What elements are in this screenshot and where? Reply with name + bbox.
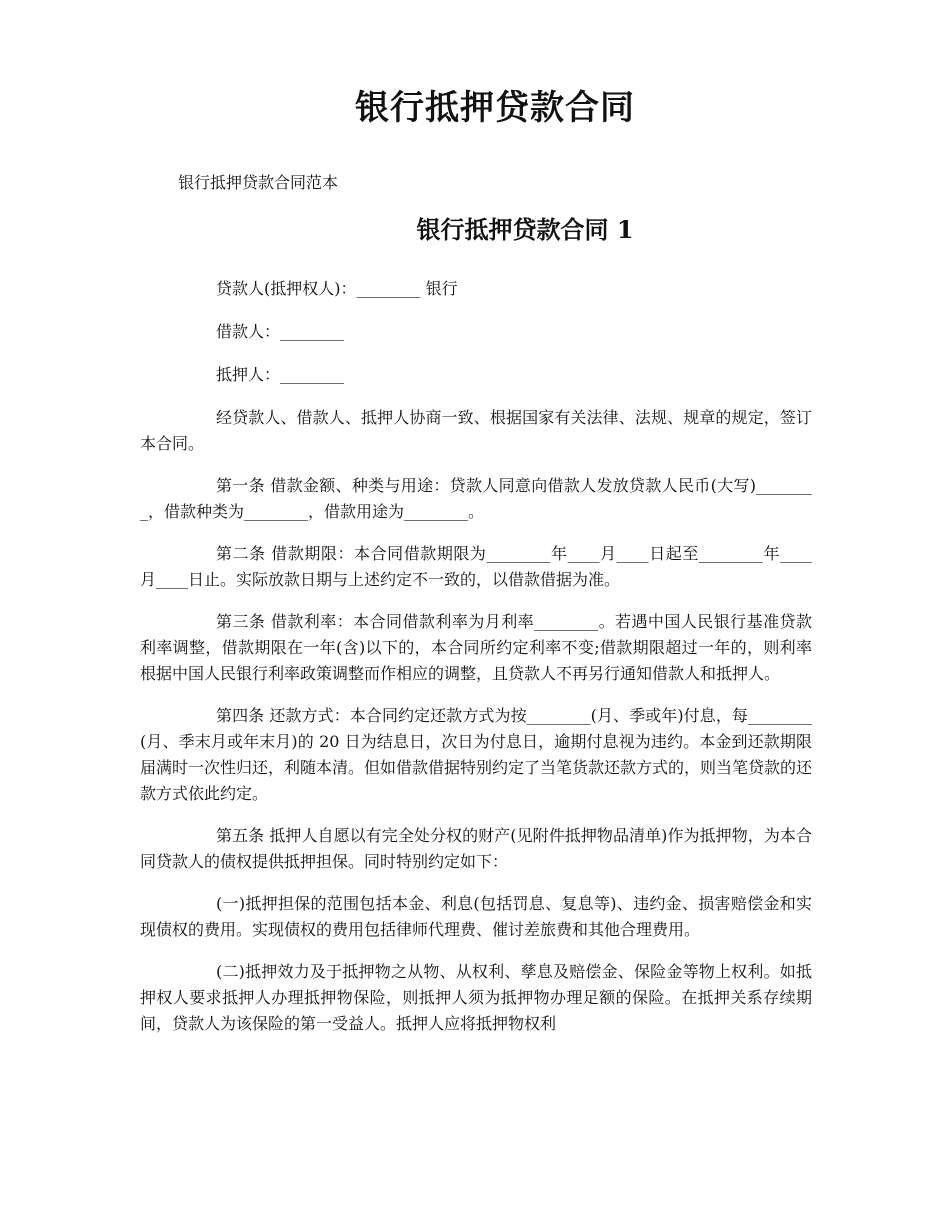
preamble-paragraph: 经贷款人、借款人、抵押人协商一致、根据国家有关法律、法规、规章的规定，签订本合同。 <box>140 408 812 453</box>
contract-body <box>140 276 812 1053</box>
document-subtitle: 银行抵押贷款合同范本 <box>178 173 339 192</box>
article-5-clause-1: (一)抵押担保的范围包括本金、利息(包括罚息、复息等)、违约金、损害赔偿金和实现债权的费用。实现债权的费用包括律师代理费、催讨差旅费和其他合理费用。 <box>140 894 812 939</box>
mortgagor-line: 抵押人：________ <box>216 365 345 384</box>
document-title: 银行抵押贷款合同 <box>355 88 635 128</box>
article-1-paragraph: 第一条 借款金额、种类与用途：贷款人同意向借款人发放贷款人民币(大写)________，借款种类为________，借款用途为________。 <box>140 476 812 521</box>
article-3-paragraph: 第三条 借款利率：本合同借款利率为月利率________。若遇中国人民银行基准贷款利率调整，借款期限在一年(含)以下的，本合同所约定利率不变;借款期限超过一年的，则利率根据中国人民银行利率政策调整而作相应的调整，且贷款人不再另行通知借款人和抵押人。 <box>140 612 812 683</box>
article-5-paragraph: 第五条 抵押人自愿以有完全处分权的财产(见附件抵押物品清单)作为抵押物，为本合同贷款人的债权提供抵押担保。同时特别约定如下： <box>140 826 812 871</box>
borrower-line: 借款人：________ <box>216 322 345 341</box>
contract-title: 银行抵押贷款合同 1 <box>416 215 634 244</box>
article-2-paragraph: 第二条 借款期限：本合同借款期限为________年____月____日起至________年____月____日止。实际放款日期与上述约定不一致的，以借款借据为准。 <box>140 544 812 589</box>
lender-line: 贷款人(抵押权人)：________ 银行 <box>216 279 458 298</box>
article-4-paragraph: 第四条 还款方式：本合同约定还款方式为按________(月、季或年)付息，每________(月、季末月或年末月)的 20 日为结息日，次日为付息日，逾期付息视为违约。本金到还款期限届满时一次性归还，利随本清。但如借款借据特别约定了当笔货款还款方式的，则当笔贷款的还款方式依此约定。 <box>140 706 813 803</box>
article-5-clause-2: (二)抵押效力及于抵押物之从物、从权利、孳息及赔偿金、保险金等物上权利。如抵押权人要求抵押人办理抵押物保险，则抵押人须为抵押物办理足额的保险。在抵押关系存续期间，贷款人为该保险的第一受益人。抵押人应将抵押物权利 <box>140 962 812 1033</box>
